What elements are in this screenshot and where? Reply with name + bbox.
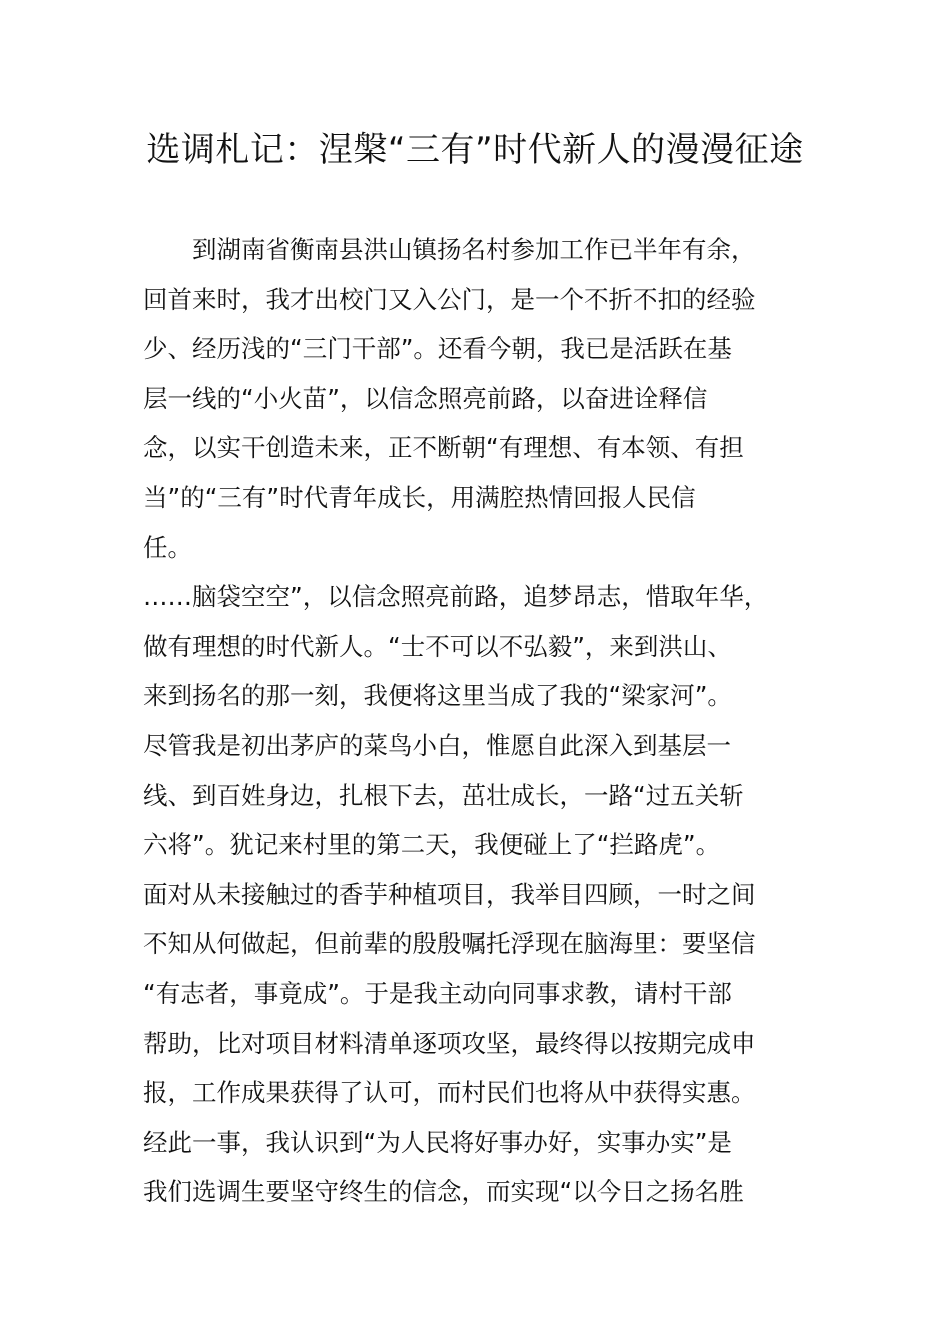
body-text-line: 回首来时，我才出校门又入公门，是一个不折不扣的经验 — [143, 284, 756, 314]
body-text-line: 经此一事，我认识到“为人民将好事办好，实事办实”是 — [143, 1127, 732, 1157]
body-text-line: 六将”。犹记来村里的第二天，我便碰上了“拦路虎”。 — [143, 830, 721, 860]
body-text-line: 报，工作成果获得了认可，而村民们也将从中获得实惠。 — [143, 1078, 756, 1108]
body-text-line: 线、到百姓身边，扎根下去，茁壮成长，一路“过五关斩 — [143, 780, 744, 810]
body-text-line: 面对从未接触过的香芋种植项目，我举目四顾，一时之间 — [143, 879, 756, 909]
body-text-line: 层一线的“小火苗”，以信念照亮前路，以奋进诠释信 — [143, 383, 708, 413]
body-text-line: 当”的“三有”时代青年成长，用满腔热情回报人民信 — [143, 483, 696, 512]
body-text-line: 做有理想的时代新人。“士不可以不弘毅”，来到洪山、 — [143, 631, 732, 661]
body-text-line: 不知从何做起，但前辈的殷殷嘱托浮现在脑海里：要坚信 — [143, 929, 756, 959]
body-text-line: 任。 — [143, 532, 192, 562]
document-title: 选调札记：涅槃“三有”时代新人的漫漫征途 — [146, 130, 804, 170]
body-text-line: 尽管我是初出茅庐的菜鸟小白，惟愿自此深入到基层一 — [143, 731, 731, 760]
body-text-line: 我们选调生要坚守终生的信念，而实现“以今日之扬名胜 — [143, 1177, 744, 1207]
body-text-line: ……脑袋空空”，以信念照亮前路，追梦昂志，惜取年华， — [143, 582, 769, 612]
body-text-line: 帮助，比对项目材料清单逐项攻坚，最终得以按期完成申 — [143, 1028, 756, 1058]
body-text-line: 到湖南省衡南县洪山镇扬名村参加工作已半年有余， — [192, 235, 756, 264]
body-text-line: 少、经历浅的“三门干部”。还看今朝，我已是活跃在基 — [143, 334, 732, 364]
body-text-line: 念，以实干创造未来，正不断朝“有理想、有本领、有担 — [143, 433, 744, 463]
body-text-line: 来到扬名的那一刻，我便将这里当成了我的“梁家河”。 — [143, 681, 732, 711]
body-text-line: “有志者，事竟成”。于是我主动向同事求教，请村干部 — [143, 979, 732, 1008]
